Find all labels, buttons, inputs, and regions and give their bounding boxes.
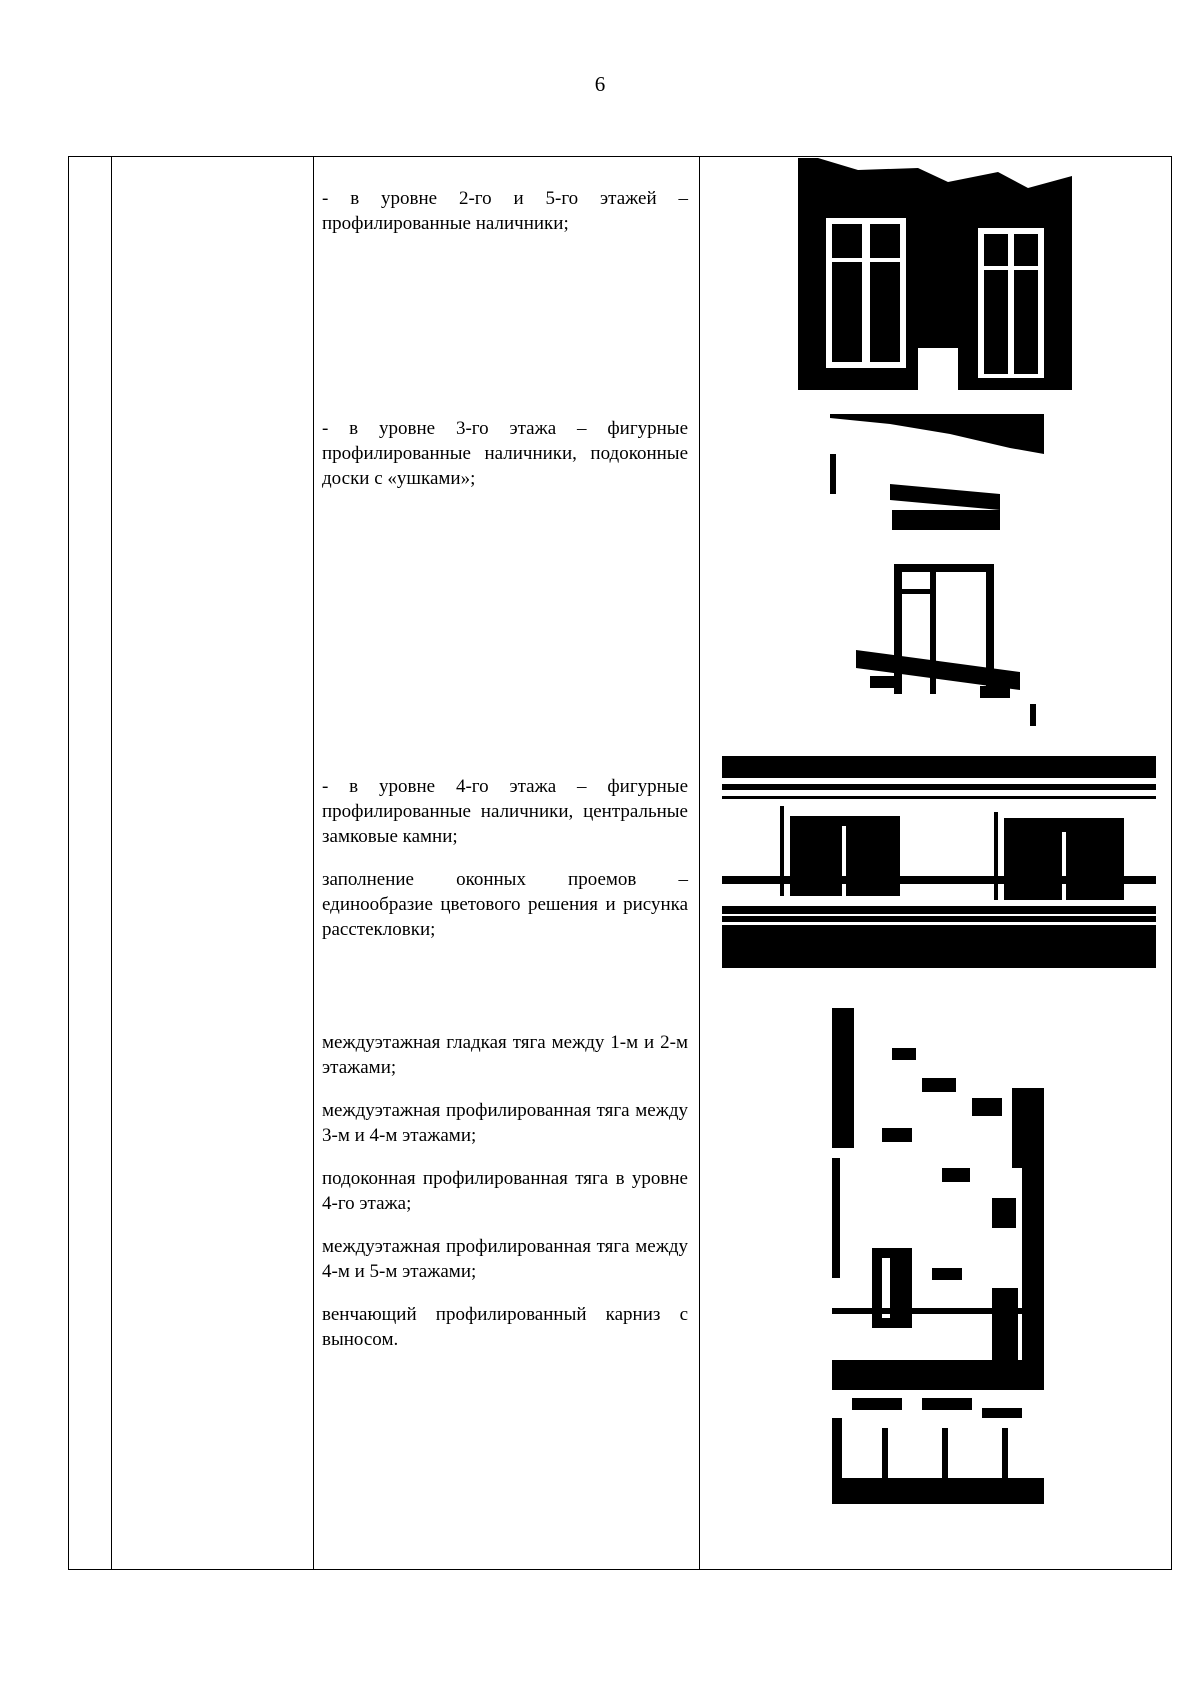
- column-divider: [699, 157, 700, 1569]
- photo-windows-2-5-floor: [798, 158, 1072, 390]
- list-item: заполнение оконных проемов – единообразие цветового решения и рисунка расстекловки;: [322, 869, 688, 940]
- page-number: 6: [594, 72, 606, 96]
- column-divider: [111, 157, 112, 1569]
- list-item: междуэтажная профилированная тяга между 4-м и 5-м этажами;: [322, 1236, 688, 1282]
- row-4-text: [322, 1030, 688, 1370]
- column-divider: [313, 157, 314, 1569]
- photo-windows-4-floor: [722, 756, 1156, 968]
- list-item: междуэтажная профилированная тяга между 3-м и 4-м этажами;: [322, 1100, 688, 1146]
- list-item: междуэтажная гладкая тяга между 1-м и 2-м этажами;: [322, 1032, 688, 1078]
- list-item: - в уровне 2-го и 5-го этажей – профилированные наличники;: [322, 188, 688, 234]
- list-item: венчающий профилированный карниз с выносом.: [322, 1304, 688, 1350]
- row-3-text: [322, 774, 688, 960]
- list-item: - в уровне 3-го этажа – фигурные профилированные наличники, подоконные доски с «ушками»;: [322, 418, 688, 489]
- list-item: подоконная профилированная тяга в уровне 4-го этажа;: [322, 1168, 688, 1214]
- photo-facade: [832, 1008, 1044, 1504]
- photo-window-3-floor: [830, 414, 1044, 726]
- list-item: - в уровне 4-го этажа – фигурные профилированные наличники, центральные замковые камни;: [322, 776, 688, 847]
- row-1-text: [322, 186, 688, 254]
- row-2-text: [322, 416, 688, 509]
